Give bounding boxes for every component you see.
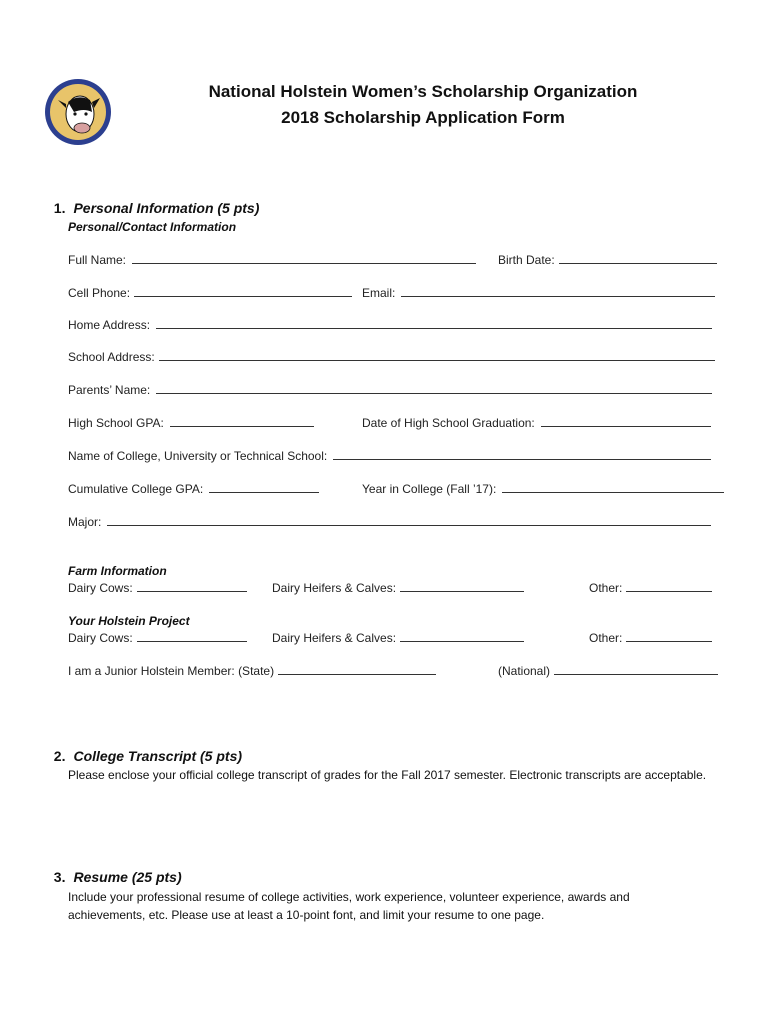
farm-dairy-cows-line[interactable]	[137, 581, 247, 592]
college-name-field[interactable]	[68, 449, 711, 463]
home-address-line[interactable]	[156, 318, 712, 329]
birth-date-field[interactable]	[498, 253, 717, 267]
major-label: Major:	[68, 515, 102, 529]
junior-member-national-label: (National)	[498, 664, 551, 678]
parents-name-label: Parents’ Name:	[68, 383, 151, 397]
full-name-label: Full Name:	[68, 253, 127, 267]
email-label: Email:	[362, 286, 396, 300]
contact-info-heading: Personal/Contact Information	[68, 220, 237, 234]
school-address-label: School Address:	[68, 350, 155, 364]
email-line[interactable]	[401, 286, 715, 297]
college-gpa-line[interactable]	[209, 482, 319, 493]
birth-date-label: Birth Date:	[498, 253, 555, 267]
email-field[interactable]	[362, 286, 715, 300]
project-other-field[interactable]	[589, 631, 712, 645]
school-address-line[interactable]	[159, 350, 715, 361]
parents-name-line[interactable]	[156, 383, 712, 394]
hs-graduation-line[interactable]	[541, 416, 711, 427]
year-in-college-line[interactable]	[502, 482, 724, 493]
section-2-text: Please enclose your official college transcript of grades for the Fall 2017 semester. Electronic transcripts are acceptable.	[68, 768, 707, 782]
project-dairy-heifers-line[interactable]	[400, 631, 524, 642]
farm-info-heading: Farm Information	[68, 564, 167, 578]
project-dairy-cows-field[interactable]	[68, 631, 247, 645]
project-dairy-heifers-label: Dairy Heifers & Calves:	[272, 631, 397, 645]
college-gpa-label: Cumulative College GPA:	[68, 482, 204, 496]
major-field[interactable]	[68, 515, 711, 529]
section-3-title: Resume (25 pts)	[73, 869, 182, 885]
full-name-field[interactable]	[68, 253, 476, 267]
college-name-label: Name of College, University or Technical School:	[68, 449, 328, 463]
junior-member-national-field[interactable]	[498, 664, 718, 678]
full-name-line[interactable]	[132, 253, 476, 264]
junior-member-state-field[interactable]	[68, 664, 436, 678]
farm-other-field[interactable]	[589, 581, 712, 595]
section-1-title: Personal Information (5 pts)	[73, 200, 260, 216]
holstein-project-heading: Your Holstein Project	[68, 614, 190, 628]
cell-phone-label: Cell Phone:	[68, 286, 131, 300]
farm-dairy-heifers-label: Dairy Heifers & Calves:	[272, 581, 397, 595]
cell-phone-field[interactable]	[68, 286, 352, 300]
org-title: National Holstein Women’s Scholarship Organization	[208, 82, 638, 101]
junior-member-national-line[interactable]	[554, 664, 718, 675]
farm-dairy-heifers-line[interactable]	[400, 581, 524, 592]
year-in-college-field[interactable]	[362, 482, 724, 496]
project-dairy-cows-line[interactable]	[137, 631, 247, 642]
section-1-number: 1.	[53, 200, 66, 216]
farm-dairy-cows-field[interactable]	[68, 581, 247, 595]
hs-gpa-line[interactable]	[170, 416, 314, 427]
hs-graduation-field[interactable]	[362, 416, 711, 430]
junior-member-state-label: I am a Junior Holstein Member: (State)	[68, 664, 275, 678]
farm-other-line[interactable]	[626, 581, 712, 592]
section-2-title: College Transcript (5 pts)	[73, 748, 243, 764]
project-dairy-cows-label: Dairy Cows:	[68, 631, 133, 645]
form-title: 2018 Scholarship Application Form	[281, 108, 565, 127]
section-1-heading	[46, 184, 259, 216]
home-address-label: Home Address:	[68, 318, 151, 332]
major-line[interactable]	[107, 515, 711, 526]
farm-dairy-cows-label: Dairy Cows:	[68, 581, 133, 595]
home-address-field[interactable]	[68, 318, 712, 332]
section-2-heading	[46, 732, 242, 764]
college-gpa-field[interactable]	[68, 482, 319, 496]
hs-graduation-label: Date of High School Graduation:	[362, 416, 535, 430]
college-name-line[interactable]	[333, 449, 711, 460]
parents-name-field[interactable]	[68, 383, 712, 397]
section-3-text: Include your professional resume of college activities, work experience, volunteer experience, awards and achievements, etc. Please use at least a 10-point font, and limit your resume to one page.	[68, 890, 630, 922]
junior-member-state-line[interactable]	[278, 664, 436, 675]
hs-gpa-field[interactable]	[68, 416, 314, 430]
farm-dairy-heifers-field[interactable]	[272, 581, 524, 595]
birth-date-line[interactable]	[559, 253, 717, 264]
project-other-label: Other:	[589, 631, 623, 645]
cell-phone-line[interactable]	[134, 286, 352, 297]
school-address-field[interactable]	[68, 350, 715, 364]
year-in-college-label: Year in College (Fall ’17):	[362, 482, 497, 496]
section-3-heading	[46, 853, 182, 885]
project-dairy-heifers-field[interactable]	[272, 631, 524, 645]
project-other-line[interactable]	[626, 631, 712, 642]
section-3-number: 3.	[53, 869, 66, 885]
farm-other-label: Other:	[589, 581, 623, 595]
hs-gpa-label: High School GPA:	[68, 416, 164, 430]
section-2-number: 2.	[53, 748, 66, 764]
